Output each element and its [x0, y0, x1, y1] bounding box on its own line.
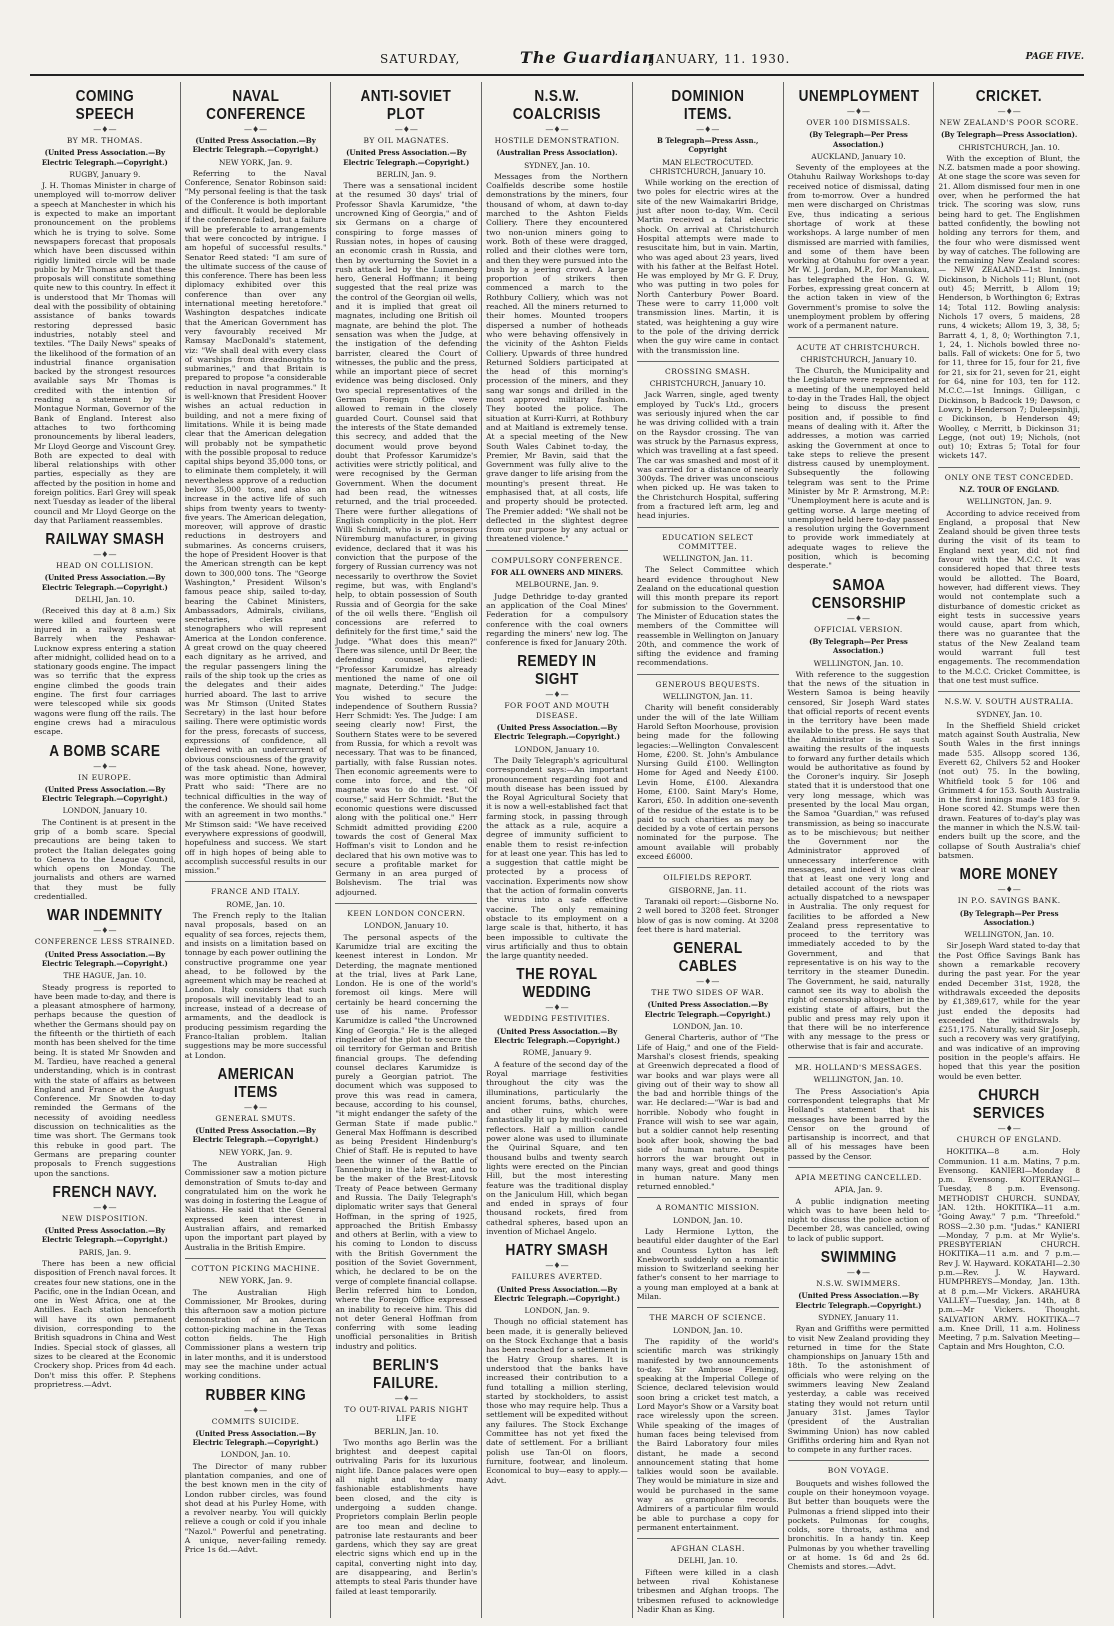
headline-divider: —♦—: [243, 1405, 268, 1415]
story-dateline: AUCKLAND, January 10.: [811, 151, 906, 161]
news-story: [486, 1242, 628, 1485]
news-story: [185, 88, 327, 875]
column-7: [934, 82, 1084, 1618]
news-story: [938, 88, 1080, 461]
story-body: Jack Warren, single, aged twenty employed by Tuck's Ltd., grocers was seriously injured when the car he was driving collided with a train on the Raysdor crossing. The van was struck by the Parnasus express, which was travelling at a fast speed. The car was smashed and most of it was carried for a distance of nearly 300yds. The driver was unconscious when picked up. He was taken to the Christchurch Hospital, suffering from a fractured left arm, leg and head injuries.: [636, 390, 779, 521]
story-credit: (United Press Association.—By Electric Telegraph.—Copyright.): [41, 148, 168, 167]
newspaper-columns: [30, 82, 1084, 1618]
story-body: The Australian High Commissioner saw a motion picture demonstration of Smuts to-day and congratulated him on the work he was doing in fostering the League of Nations. He said that the General expressed keen interest in Australian affairs, and remarked upon the important part played by Australia in the British Empire.: [184, 1158, 327, 1252]
story-divider: [637, 1307, 779, 1308]
story-subhead: IN P.O. SAVINGS BANK.: [957, 896, 1061, 906]
story-divider: [637, 361, 779, 362]
story-subhead: AFGHAN CLASH.: [670, 1544, 745, 1554]
story-subhead: IN EUROPE.: [78, 772, 132, 782]
newspaper-title: The Guardian: [520, 48, 655, 67]
story-subhead: ONLY ONE TEST CONCEDED.: [944, 472, 1074, 482]
story-body: Fifteen were killed in a clash between rival Kohistanese tribesmen and Afghan troops. The tribesmen refused to acknowledge Nadir Khan as King.: [636, 1567, 779, 1614]
story-credit: (United Press Association.—By Electric Telegraph.—Copyright.): [644, 1000, 771, 1019]
news-story: [938, 467, 1080, 686]
story-body: A public indignation meeting which was to have been held to-night to discuss the police action of December 28, was cancelled, owing to lack of public support.: [787, 1196, 930, 1243]
news-story: [637, 1307, 779, 1532]
headline-divider: —♦—: [93, 1202, 117, 1212]
story-body: General Charteris, author of "The Life of Haig," and one of the Field-Marshal's closest friends, speaking at Greenwich deprecated a flood of war books and war plays were all giving out of their way to show all the bad and horrible things of the war. He declared:—"War is bad and horrible. Nobody who fought in France will wish to see war again, but a soldier cannot help resenting book after book, showing the bad side of human nature. Despite horrors the war brought out in many ways, great and good things in human nature. Many men returned ennobled.": [636, 1033, 779, 1192]
masthead-day: SATURDAY,: [380, 52, 461, 66]
story-credit: (United Press Association.—By Electric Telegraph.—Copyright.): [41, 1226, 168, 1245]
headline-divider: —♦—: [545, 690, 569, 700]
story-subhead: OILFIELDS REPORT.: [663, 873, 753, 883]
news-story: [788, 337, 930, 571]
headline-divider: —♦—: [93, 761, 117, 771]
news-story: [335, 903, 477, 1351]
story-dateline: SYDNEY, Jan. 10.: [976, 709, 1043, 719]
story-dateline: CHRISTCHURCH, Jan. 10.: [958, 142, 1060, 152]
story-credit: (By Telegraph—Per Press Association.): [959, 908, 1059, 927]
news-story: [788, 1460, 930, 1571]
news-story: [637, 88, 779, 355]
story-credit: (United Press Association.—By Electric Telegraph.—Copyright.): [192, 1428, 319, 1448]
story-dateline: LONDON, Jan. 10.: [672, 1022, 743, 1032]
news-story: [34, 1184, 176, 1389]
story-subhead: NEW ZEALAND'S POOR SCORE.: [939, 118, 1079, 127]
story-dateline: WELLINGTON, Jan. 10.: [964, 930, 1054, 940]
story-headline: SAMOA CENSORSHIP: [811, 576, 906, 612]
news-story: [637, 527, 779, 668]
story-subhead: N.S.W. V. SOUTH AUSTRALIA.: [944, 697, 1074, 707]
story-dateline: DELHI, Jan. 10.: [677, 1556, 738, 1566]
story-headline: COMING SPEECH: [75, 88, 135, 123]
story-body: Seventy of the employees at the Otahuhu Railway Workshops to-day received notice of dismissal, dating from to-morrow. Over a hundred men were discharged on Christmas Eve, thus indicating a serious shortage of work at these workshops. A large number of men dismissed are married with families, and some of them have been working at Otahuhu for over a year. Mr W. J. Jordan, M.P., for Manukau, has telegraphed the Hon. G. W. Forbes, expressing great concern at the action taken in view of the Government's promise to solve the unemployment problem by offering work of a permanent nature.: [787, 163, 930, 331]
story-divider: [185, 1258, 327, 1259]
story-body: J. H. Thomas Minister in charge of unemployed will to-morrow deliver a speech at Manchester in which his is expected to make an important pronouncement on the problems which he is trying to solve. Some newspapers forecast that proposals which have been discussed within rigidly limited circle will be made public by Mr Thomas and that these proposals will constitute something quite new to this country. In effect it is understood that Mr Thomas will deal with the possibility of obtaining assistance of banks towards restoring depressed basic industries, notably steel and textiles. "The Daily News" speaks of the likelihood of the formation of an industrial finance organisation backed by the strongest resources available says Mr Thomas is credited with the intention of reading a statement by Sir Montague Norman, Governor of the Bank of England. Interest also attaches to two forthcoming pronouncements by liberal leaders, Mr Lloyd George and Viscount Grey. Both are expected to deal with liberal relationships with other parties, especially as they are affected by the position in home and foreign politics. Earl Grey will speak next Tuesday as leader of the liberal council and Mr Lloyd George on the day that Parliament reassembles.: [34, 181, 176, 525]
news-story: [637, 1538, 779, 1614]
story-credit: (United Press Association.—By Electric Telegraph.—Copyright.): [192, 136, 319, 155]
story-headline: THE ROYAL WEDDING: [516, 966, 598, 1002]
headline-divider: —♦—: [997, 107, 1021, 116]
column-4: [482, 82, 633, 1618]
masthead-rule: [30, 74, 1084, 76]
story-subhead: CROSSING SMASH.: [665, 366, 751, 376]
story-dateline: CHRISTCHURCH, January 10.: [649, 379, 766, 389]
headline-divider: —♦—: [545, 1003, 569, 1013]
story-divider: [637, 867, 779, 868]
story-credit: (United Press Association.—By Electric Telegraph.—Copyright.): [192, 1126, 319, 1145]
column-2: [181, 82, 332, 1618]
headline-divider: —♦—: [545, 1261, 569, 1271]
story-dateline: PARIS, Jan. 9.: [78, 1247, 131, 1257]
story-credit: (United Press Association.—By Electric Telegraph.—Copyright.): [41, 573, 168, 592]
headline-divider: —♦—: [93, 125, 117, 134]
story-body: Referring to the Naval Conference, Senator Robinson said: "My personal feeling is that the task of the Conference is both important and difficult. It would be deplorable if the conference failed, but a failure will be preferable to arrangements that were concocted by intrigue. I am hopeful of successful results." Senator Reed stated: "I am sure of the ultimate success of the cause of this conference. There has been less diplomacy exhibited over this conference than over any international meeting heretofore." Washington despatches indicate that the American Government has very favourably received Mr Ramsay MacDonald's statement, viz: "We shall deal with every class of warships from dreadnoughts to submarines," and that Britain is prepared to propose "a considerable reduction in naval programmes." It is well-known that President Hoover wishes an actual reduction in building, and not a mere fixing of limitations. While it is being made clear that the American delegation will probably not be sympathetic with the possible proposal to reduce capital ships beyond 35,000 tons, or to eliminate them completely, it will nevertheless approve of a reduction below 35,000 tons, and also an increase in the active life of such ships from twenty years to twenty-five years. The American delegation, moreover, will approve of drastic reductions in destroyers and submarines. As concerns cruisers, the hope of President Hoover is that the American strength can be kept down to 300,000 tons. The "George Washington," President Wilson's famous peace ship, sailed to-day, bearing the Cabinet Ministers, Ambassadors, Admirals, civilians, secretaries, clerks and stenographers who will represent America at the London conference. A great crowd on the quay cheered each dignitary as he arrived, and the regular passengers lining the rails of the ship took up the cries as the delegates and their aides hurried aboard. The last to arrive was Mr Stimson (United States Secretary) in the last hour before sailing. There were optimistic words for the press, forecasts of success, expressions of confidence, all delivered with an undercurrent of obvious consciousness of the gravity of the task ahead. None, however, was more optimistic than Admiral Pratt who said: "There are no technical difficulties in the way of the conference. We should sail home with an agreement in two months." Mr Stimson said: "We have received everywhere expressions of goodwill, hopefulness and success. We start off in high hopes of being able to accomplish successful results in our mission.": [184, 168, 327, 876]
story-credit: B Telegraph—Press Assn., Copyright: [657, 136, 759, 155]
story-body: The Director of many rubber plantation companies, and one of the best known men in the city of London rubber circles, was found shot dead at his Purley Home, with a revolver nearby. You will quickly relieve a cough or cold if you inhale "Nazol." Powerful and penetrating. A unique, never-failing remedy. Price 1s 6d.—Advt.: [184, 1461, 327, 1555]
news-story: [185, 881, 327, 1059]
story-body: Though no official statement has been made, it is generally believed on the Stock Exchange that a basis has been reached for a settlement in the Hatry Group shares. It is understood that the banks have increased their contribution to a fund totalling a million sterling, started by stockholders, to assist those who may require help. Thus a settlement will be expedited without any failures. The Stock Exchange Committee has not yet fixed the date of settlement. For a brilliant polish use Tan-Ol on floors, furniture, footwear, and linoleum. Economical to buy—easy to apply.—Advt.: [486, 1317, 628, 1485]
story-dateline: LONDON, January 10.: [514, 744, 600, 754]
story-dateline: LONDON, Jan. 10.: [672, 1215, 743, 1225]
story-headline: ANTI-SOVIET PLOT: [360, 88, 452, 123]
story-credit: (By Telegraph—Per Press Association.): [809, 130, 908, 149]
story-divider: [335, 903, 477, 904]
story-credit: (United Press Association.—By Electric Telegraph.—Copyright.): [494, 1026, 621, 1046]
headline-divider: —♦—: [997, 1123, 1021, 1133]
story-subhead: THE TWO SIDES OF WAR.: [651, 988, 765, 998]
story-dateline: APIA, Jan. 9.: [834, 1185, 883, 1195]
story-body: In the Sheffield Shield cricket match against South Australia, New South Wales in the first innings made 535. Allsopp scored 136, Everett 62, Chilvers 52 and Hooker (not out) 75. In the bowling, Whitfield took 5 for 106 and Grimmett 4 for 153. South Australia in the first innings made 183 for 9. Hone scored 42. Stumps were then drawn. Features of to-day's play was the manner in which the N.S.W. tail-enders built up the score, and the collapse of South Australia's chief batsmen.: [938, 720, 1081, 860]
story-headline: BERLIN'S FAILURE.: [373, 1357, 440, 1392]
story-dateline: LONDON, January 10.: [364, 921, 449, 931]
news-story: [486, 966, 628, 1236]
news-story: [34, 907, 176, 1177]
news-story: [938, 691, 1080, 860]
story-dateline: NEW YORK, Jan. 9.: [218, 1147, 293, 1157]
story-body: There has been a new official disposition of French naval forces. It creates four new stations, one in the Pacific, one in the Indian Ocean, and one in West Africa, one at the Antilles. Each station henceforth will have its own permanent division, corresponding to the British squadrons in China and West Indies. Special stock of glasses, all sizes to be cleared at the Economic Crockery shop. Prices from 4d each. Don't miss this offer. P. Stephens proprietress.—Advt.: [34, 1258, 176, 1389]
story-subhead: GENEROUS BEQUESTS.: [655, 679, 760, 689]
masthead-date: JANUARY, 11. 1930.: [650, 52, 791, 66]
story-divider: [938, 691, 1080, 692]
headline-divider: —♦—: [243, 1102, 268, 1112]
story-headline: FRENCH NAVY.: [52, 1183, 158, 1201]
news-story: [788, 1057, 930, 1161]
story-dateline: CHRISTCHURCH, January 10.: [800, 354, 917, 364]
story-subhead: TO OUT-RIVAL PARIS NIGHT LIFE: [344, 1405, 469, 1424]
story-subhead: BY MR. THOMAS.: [66, 136, 143, 145]
story-subhead: N.S.W. SWIMMERS.: [816, 1279, 901, 1289]
story-dateline: SYDNEY, Jan. 10.: [524, 160, 590, 170]
news-story: [34, 531, 176, 736]
story-headline: A BOMB SCARE: [49, 742, 161, 760]
story-subhead: COTTON PICKING MACHINE.: [191, 1263, 320, 1273]
story-dateline: WELLINGTON, Jan. 11.: [662, 692, 753, 702]
story-subhead: A ROMANTIC MISSION.: [656, 1203, 760, 1213]
news-story: [486, 653, 628, 960]
column-3: [331, 82, 482, 1618]
story-subhead: MR. HOLLAND'S MESSAGES.: [794, 1063, 923, 1073]
story-dateline: LONDON, Jan. 10.: [672, 1325, 743, 1335]
story-body: With the exception of Blunt, the N.Z. batsmen made a poor showing. At one stage the score was seven for 21. Allom dismissed four men in one over, when he performed the hat trick. The scoring was slow, runs being hard to get. The Englishmen batted confidently, the bowling not holding any terrors for them, and the four who were dismissed went by way of catches. The following are the remaining New Zealand scores:— NEW ZEALAND—1st Innings. Dickinson, b Nichols 11; Blunt, (not out) 45; Merritt, b Allom 19; Henderson, b Worthington 6; Extras 14; Total 112. Bowling analysis: Nichols 17 overs, 5 maidens, 28 runs, 4 wickets; Allom 19, 3, 38, 5; Barratt 4, 1, 8, 0; Worthington 7.1, 1, 24, 1. Nichols bowled three no-balls. Fall of wickets: One for 5, two for 11, three for 15, four for 21, five for 21, six for 21, seven for 21, eight for 64, nine for 103, ten for 112. M.C.C.—1st Innings. Gilligan, c Dickinson, b Badcock 19; Dawson, c Lowry, b Henderson 7; Duleepsinhji, c Dickinson, b Henderson 49; Woolley, c Merritt, b Dickinson 31; Legge, (not out) 19; Nichols, (not out) 10; Extras 5; Total for four wickets 147.: [938, 153, 1081, 461]
story-body: Two months ago Berlin was the brightest and deepest capital outrivaling Paris for its luxurious night life. Dance palaces were open all night and to-day many fashionable establishments have been closed, and the city is undergoing a sudden change. Proprietors complain Berlin people are too mean and decline to patronise late restaurants and beer gardens, which they say are great electric signs which end up in the capital, converting night into day, are disappearing, and Berlin's attempts to steal Paris thunder have failed at least temporarily.: [335, 1437, 478, 1596]
story-dateline: WELLINGTON, Jan. 11.: [662, 554, 753, 564]
news-story: [938, 1087, 1080, 1352]
story-divider: [637, 674, 779, 675]
story-body: (Received this day at 8 a.m.) Six were killed and fourteen were injured in a railway smash at Barrely when the Peshawar-Lucknow express entering a station after midnight, collided head on to a stationary goods engine. The impact was so terrific that the express engine climbed the goods train engine. The first four carriages were telescoped while six goods wagons were flung off the rails. The engine crews had a miraculous escape.: [34, 606, 176, 737]
story-dateline: LONDON, January 10.: [62, 806, 148, 816]
headline-divider: —♦—: [846, 107, 871, 116]
news-story: [486, 88, 628, 544]
story-divider: [788, 337, 930, 338]
story-dateline: WELLINGTON, Jan. 9.: [966, 497, 1052, 507]
story-subhead: HEAD ON COLLISION.: [56, 561, 154, 571]
story-subhead: OFFICIAL VERSION.: [814, 624, 903, 634]
story-divider: [788, 1460, 930, 1461]
story-headline: HATRY SMASH: [505, 1242, 609, 1260]
story-body: Ryan and Griffiths were permitted to visit New Zealand providing they returned in time for the State championships on January 15th and 18th. To the astonishment of officials who were relying on the swimmers leaving New Zealand yesterday, a cable was received stating they would not return until January 31st. James Taylor (president of the Australian Swimming Union) has now cabled Griffiths ordering him and Ryan not to compete in any further races.: [787, 1324, 930, 1455]
story-headline: DOMINION ITEMS.: [671, 88, 745, 123]
masthead: [30, 48, 1084, 74]
column-1: [30, 82, 181, 1618]
story-body: With reference to the suggestion that the news of the situation in Western Samoa is being heavily censored, Sir Joseph Ward states that official reports of recent events in the territory have been made available to the press. He says that the Administrator is at such awaiting the results of the inquests to forward any further details which would be authoritative as found by the Coroner's inquiry. Sir Joseph stated that it is understood that one very long message, which was presented by the local Mau organ, the Samoa "Guardian," was refused transmission, as being so inaccurate as to be mischievous; but neither the Government nor the Administrator approved of unnecessary interference with messages, and indeed it was clear that at least one very long and detailed account of the riots was actually dispatched to a newspaper in Australia. The only request for facilities to be afforded a New Zealand press representative to proceed to the territory was immediately acceded to by the Government, and that representative is on his way to the territory in the steamer Dunedin. The Government, he said, naturally cannot see its way to abolish the right of censorship altogether in the existing state of affairs, but the public and press may rely upon it that there will be no interference with any message to the press or otherwise that is fair and accurate.: [787, 669, 930, 1051]
story-dateline: ROME, January 9.: [522, 1048, 592, 1058]
story-body: According to advice received from England, a proposal that New Zealand should be given three tests during the visit of its team to England next year, did not find favour with the M.C.C. It was considered hoped that three tests would be allotted. The Board, however, had different views. They would not contemplate such a disturbance of domestic cricket as eight tests in successive years would cause, apart from which, there was no guarantee that the status of the New Zealand team would warrant full test engagements. The recommendation to the M.C.C. Cricket Committee, is that one test must suffice.: [938, 508, 1081, 685]
story-body: Charity will benefit considerably under the will of the late William Harold Sefton Moorhouse, provision being made for the following legacies:—Wellington Convalescent Home, £200. St. John's Ambulance Nursing Guild £100. Wellington Home for Aged and Needy £100. Levin Home, £100. Alexandra Home, £100. Saint Mary's Home, Karori, £50. In addition one-seventh of the residue of the estate is to be paid to such charities as may be decided by a vote of certain persons nominated for the purpose. The amount available will probably exceed £6000.: [636, 703, 779, 862]
story-body: The personal aspects of the Karumidze trial are exciting the keenest interest in London. Mr Deterding, the magnate mentioned at the trial, lives at Park Lane, London. He is one of the world's foremost oil kings. Mere will certainly be heard concerning the use of his name. Professor Karumidze is called "the Uncrowned King of Georgia." He is the alleged ringleader of the plot to secure the oil territory for German and British financial groups. The defending counsel declares Karumidze is purely a Georgian patriot. The document which was supposed to prove this was read in camera, because, according to his counsel, "it might endanger the safety of the German State if made public." General Max Hoffmann is described as being President Hindenburg's Chief of Staff. He is reputed to have been the winner of the Battle of Tannenburg in the late war, and to be the maker of the Brest-Litovsk Treaty of Peace between Germany and Russia. The Daily Telegraph's diplomatic writer says that General Hoffman, in the spring of 1925, approached the British Embassy and others at Berlin, with a view to his coming to London to discuss with the British Government the position of the Soviet Government, which, he declared to be on the verge of complete financial collapse. Berlin referred him to London, where the Foreign Office expressed an inability to receive him. This did not deter General Hoffman from conferring with some leading unofficial personalities in British industry and politics.: [335, 932, 478, 1351]
story-subhead: BY OIL MAGNATES.: [363, 136, 450, 145]
story-dateline: MELBOURNE, Jan. 9.: [515, 580, 599, 590]
news-story: [788, 1167, 930, 1243]
story-dateline: ROME, Jan. 10.: [226, 899, 285, 909]
story-credit: (By Telegraph—Per Press Association.): [809, 636, 908, 656]
story-subhead: COMMITS SUICIDE.: [211, 1416, 300, 1426]
story-subhead: APIA MEETING CANCELLED.: [795, 1172, 922, 1182]
story-divider: [938, 467, 1080, 468]
headline-divider: —♦—: [997, 885, 1021, 895]
story-body: The Daily Telegraph's agricultural correspondent says:—An important pronouncement regarding foot and mouth disease has been issued by the Royal Agricultural Society that it is now a well-established fact that farming stock, in passing through the attack as a rule, acquire a degree of immunity sufficient to enable them to resist re-infection for at least one year. This has led to a suggestion that cattle might be protected by a process of vaccination. Experiments now show that the action of formalin converts the virus into a safe effective vaccine. The only remaining obstacle to its employment on a large scale is that, hitherto, it has been impossible to cultivate the virus artificially and thus to obtain the large quantity needed.: [486, 755, 628, 961]
story-credit: N.Z. TOUR OF ENGLAND.: [959, 484, 1060, 494]
news-story: [335, 1357, 477, 1596]
story-dateline: RUGBY, January 9.: [69, 169, 141, 179]
story-divider: [637, 527, 779, 528]
story-subhead: COMPULSORY CONFERENCE.: [491, 555, 623, 565]
story-dateline: MAN ELECTROCUTED. CHRISTCHURCH, January 10.: [649, 157, 766, 176]
story-subhead: FAILURES AVERTED.: [511, 1272, 603, 1282]
story-headline: AMERICAN ITEMS: [217, 1065, 294, 1101]
story-divider: [637, 1197, 779, 1198]
news-story: [185, 1387, 327, 1555]
story-subhead: CONFERENCE LESS STRAINED.: [34, 937, 175, 947]
story-body: The Press Association's Apia correspondent telegraphs that Mr Holland's statement that his messages have been barred by the Censor on the ground of partisanship is incorrect, and that all of his messages have been passed by the Censor.: [787, 1086, 930, 1161]
story-dateline: LONDON, Jan. 9.: [524, 1306, 590, 1316]
story-headline: REMEDY IN SIGHT: [517, 653, 597, 689]
story-credit: (United Press Association.—By Electric Telegraph.—Copyright.): [41, 784, 168, 804]
news-story: [486, 550, 628, 648]
news-story: [637, 867, 779, 934]
news-story: [185, 1066, 327, 1252]
story-dateline: LONDON, Jan. 10.: [220, 1450, 291, 1460]
headline-divider: —♦—: [696, 125, 720, 134]
story-body: Bouquets and wishes followed the couple on their honeymoon voyage. But better than bouquets were the Pulmonas a friend slipped into their pockets. Pulmonas for coughs, colds, sore throats, asthma and bronchitis. In a handy tin. Keep Pulmonas by you whether travelling or at home. 1s 6d and 2s 6d. Chemists and stores.—Advt.: [787, 1478, 930, 1572]
story-body: The Australian High Commissioner, Mr Brookes, during this afternoon saw a motion picture demonstration of an American cotton-picking machine in the Texas cotton fields. The High Commissioner plans a western trip in later months, and it is understood may see the machine under actual working conditions.: [184, 1287, 327, 1381]
news-story: [335, 88, 477, 897]
headline-divider: —♦—: [243, 125, 268, 134]
story-subhead: KEEN LONDON CONCERN.: [347, 909, 466, 919]
story-subhead: ACUTE AT CHRISTCHURCH.: [796, 342, 921, 352]
headline-divider: —♦—: [696, 977, 720, 987]
story-body: The Continent is at present in the grip of a bomb scare. Special precautions are being taken to protect the Italian delegates going to Geneva to the League Council, which opens on Monday. The journalists and others are warned that they must be fully credentialled.: [34, 817, 176, 902]
story-body: Judge Dethridge to-day granted an application of the Coal Mines' Federation for a compulsory conference with the coal owners regarding the miners' new log. The conference is fixed for January 20th.: [486, 591, 628, 648]
headline-divider: —♦—: [93, 926, 117, 936]
story-credit: (United Press Association.—By Electric Telegraph.—Copyright.): [795, 1291, 922, 1310]
story-body: HOKITIKA—8 a.m. Holy Communion. 11 a.m. Matins, 7 p.m. Evensong. KANIERI—Monday 8 p.m. Evensong. KOITERANGI—Tuesday, 8 p.m. Evensong. METHODIST CHURCH. SUNDAY, JAN. 12th. HOKITIKA—11 a.m. "Going Away." 7 p.m. "Threefold." ROSS—2.30 p.m. "Judas." KANIERI—Monday, 7 p.m. at Mr Wylie's. PRESBYTERIAN CHURCH. HOKITIKA—11 a.m. and 7 p.m.—Rev J. W. Hayward. KOKATAHI—2.30 p.m.—Rev. J. W. Hayward. HUMPHREYS—Monday, Jan. 13th. at 8 p.m.—Mr Vickers. ARAHURA VALLEY—Tuesday, Jan. 14th, at 8 p.m.—Mr Vickers. Thought. SALVATION ARMY. HOKITIKA—7 a.m. Knee Drill, 11 a.m. Holiness Meeting, 7 p.m. Salvation Meeting—Captain and Mrs Houghton, C.O.: [938, 1147, 1081, 1352]
story-headline: WAR INDEMNITY: [46, 907, 163, 925]
story-dateline: THE HAGUE, Jan. 10.: [63, 971, 147, 981]
story-body: A feature of the second day of the Royal marriage festivities throughout the city was the illuminations, particularly the ancient forums, baths, churches, and other ruins, which were fantastically lit up by multi-coloured reflectors. Half a million candle power alone was used to illuminate the Quirinal Square, and ten thousand bulbs and twenty search lights were erected on the Pincian Hill, but the most interesting feature was the traditional display on the Janiculum Hill, which began and ended in sprays of four thousand rockets, fired from cathedral spheres, based upon an invention of Michael Angelo.: [486, 1059, 628, 1236]
news-story: [637, 940, 779, 1191]
story-dateline: NEW YORK, Jan. 9.: [218, 157, 293, 167]
headline-divider: —♦—: [846, 1268, 871, 1278]
story-body: While working on the erection of two poles for electric wires at the site of the new Waimakariri Bridge, just after noon to-day, Wm. Cecil Martin received a fatal electric shock. On arrival at Christchurch Hospital attempts were made to resuscitate him, but in vain. Martin, who was aged about 23 years, lived with his father at the Belfast Hotel. He was employed by Mr G. F. Druy, who was putting in two poles for North Canterbury Power Board. These were to carry 11,000 volt transmission lines. Martin, it is stated, was heightening a guy wire to the pole of the driving derrick when the guy wire came in contact with the transmission line.: [636, 178, 779, 355]
news-story: [185, 1258, 327, 1381]
story-body: Messages from the Northern Coalfields describe some hostile demonstrations by the miners, four thousand of whom, at dawn to-day marched to the Ashton Fields Colliery. There they encountered two non-union miners going to work. Both of these were dragged, rolled and their clothes were torn, and then they were pursued into the bush by a jeering crowd. A large proportion of strikers then commenced a march to the Rothbury Colliery, which was not reached. All the miners returned to their homes. Mounted troopers dispersed a number of hotheads who were behaving offensively in the vicinity of the Ashton Fields Colliery. Upwards of three hundred Returned Soldiers participated at the head of this morning's procession of the miners, and they sang war songs and drilled in the most approved military fashion. They booted the police. The situation at Kurri-Kurri, at Rothbury and at Maitland is extremely tense. At a special meeting of the New South Wales Cabinet to-day, the Premier, Mr Bavin, said that the Government was fully alive to the grave danger to life arising from the mounting's present threat. He emphasised that, at all costs, life and property should be protected. The Premier added: "We shall not be deflected in the slightest degree from our purpose by any actual or threatened violence.": [486, 171, 628, 544]
story-credit: (Australian Press Association).: [496, 148, 618, 158]
story-body: The Church, the Municipality and the Legislature were represented at a meeting of the unemployed held to-day in the Trades Hall, the object being to discuss the present position and, if possible to find means of dealing with it. After the addresses, a motion was carried asking the Government at once to take steps to relieve the present distress caused by unemployment. Subsequently the following telegram was sent to the Prime Minister by Mr P. Armstrong, M.P.: "Unemployment here is acute and is getting worse. A large meeting of unemployed held here to-day passed a resolution urging the Government to provide work immediately at adequate wages to relieve the position, which is becoming desperate.": [787, 366, 930, 571]
story-credit: FOR ALL OWNERS AND MINERS.: [490, 568, 624, 578]
story-headline: MORE MONEY: [959, 866, 1059, 884]
story-divider: [185, 881, 327, 882]
story-subhead: CHURCH OF ENGLAND.: [956, 1134, 1062, 1144]
story-divider: [788, 1057, 930, 1058]
story-divider: [637, 1538, 779, 1539]
story-body: Steady progress is reported to have been made to-day, and there is a pleasant atmosphere of harmony, perhaps because the question of whether the Germans should pay on the fifteenth or the thirtieth of each month has been shelved for the time being. It is stated Mr Snowden and M. Tardieu, have reached a general understanding, which is in contrast with the state of affairs as between England and France at the August Conference. Mr Snowden to-day reminded the Germans of the necessity of avoiding needless discussion on technicalities as the time was short. The Germans took this rebuke in good part. The Germans are preparing counter proposals to French suggestions upon the sanctions.: [34, 982, 176, 1178]
story-subhead: OVER 100 DISMISSALS.: [806, 118, 911, 127]
news-story: [34, 88, 176, 525]
story-subhead: NEW DISPOSITION.: [61, 1213, 148, 1223]
column-5: [633, 82, 784, 1618]
story-body: The French reply to the Italian naval proposals, based on an equality of sea forces, rejects them, and insists on a limitation based on tonnage by each power outlining the constructive programme one year ahead, to be followed by the agreement which may be reached at London. Italy considers that such proposals will inevitably lead to an increase, instead of a decrease of armaments, and the deadlock is producing pessimism regarding the Franco-Italian problem. Italian suggestions may be more successful at London.: [184, 911, 327, 1060]
headline-divider: —♦—: [93, 550, 117, 560]
headline-divider: —♦—: [394, 1394, 418, 1403]
story-dateline: NEW YORK, Jan. 9.: [218, 1276, 293, 1286]
story-dateline: GISBORNE, Jan. 11.: [669, 885, 747, 895]
story-headline: SWIMMING: [820, 1249, 897, 1267]
story-dateline: BERLIN, Jan. 9.: [376, 169, 437, 179]
news-story: [788, 1249, 930, 1454]
column-6: [784, 82, 935, 1618]
story-credit: (United Press Association.—By Electric Telegraph.—Copyright.): [494, 723, 621, 742]
story-subhead: GENERAL SMUTS.: [215, 1113, 296, 1123]
story-headline: RUBBER KING: [205, 1386, 306, 1404]
headline-divider: —♦—: [545, 125, 569, 134]
news-story: [637, 1197, 779, 1301]
page-number: PAGE FIVE.: [1025, 52, 1084, 62]
story-headline: NAVAL CONFERENCE: [205, 88, 306, 123]
story-dateline: DELHI, Jan. 10.: [74, 595, 135, 605]
story-dateline: WELLINGTON, Jan. 10.: [813, 1075, 904, 1085]
story-headline: CRICKET.: [976, 88, 1043, 105]
news-story: [788, 577, 930, 1051]
news-story: [637, 361, 779, 521]
story-headline: UNEMPLOYMENT: [798, 88, 919, 105]
news-story: [938, 866, 1080, 1081]
story-credit: (United Press Association.—By Electric Telegraph.—Copyright.): [41, 949, 168, 968]
story-headline: RAILWAY SMASH: [45, 531, 165, 549]
story-dateline: SYDNEY, January 11.: [818, 1312, 899, 1322]
story-headline: GENERAL CABLES: [672, 940, 743, 976]
story-body: Taranaki oil report:—Gisborne No. 2 well bored to 3208 feet. Stronger blow of gas is now coming. At 3208 feet there is hard material.: [636, 896, 779, 934]
story-subhead: THE MARCH OF SCIENCE.: [649, 1313, 766, 1323]
story-body: The Select Committee which heard evidence throughout New Zealand on the educational question will this month prepare its report for submission to the Government. The Minister of Education states the members of the Committee will reassemble in Wellington on January 20th, and commence the work of sifting the evidence and framing recommendations.: [636, 565, 779, 668]
headline-divider: —♦—: [394, 125, 418, 134]
news-story: [788, 88, 930, 331]
story-divider: [788, 1167, 930, 1168]
story-headline: N.S.W. COALCRISIS: [512, 88, 602, 123]
headline-divider: —♦—: [846, 613, 871, 623]
story-subhead: HOSTILE DEMONSTRATION.: [494, 136, 620, 145]
story-credit: (By Telegraph—Press Association).: [940, 130, 1078, 140]
story-body: The rapidity of the world's scientific march was strikingly manifested by two announcements to-day. Sir Ambrose Fleming, speaking at the Imperial College of Science, declared television would soon bring a cricket test match, a Lord Mayor's Show or a Varsity boat race wirelessly upon the screen. While speaking of the images of human faces being televised from the Baird Laboratory four miles distant, he made a second announcement stating that home talkies would soon be available. They would be miniature in size and would be purchased in the same way as gramophone records. Admirers of a particular film would be able to purchase a copy for permanent entertainment.: [636, 1336, 779, 1532]
story-credit: (United Press Association.—By Electric Telegraph.—Copyright.): [494, 1284, 621, 1303]
story-divider: [486, 550, 628, 551]
story-subhead: BON VOYAGE.: [827, 1466, 890, 1476]
story-subhead: FRANCE AND ITALY.: [211, 887, 301, 897]
story-dateline: WELLINGTON, Jan. 10.: [813, 658, 904, 668]
story-dateline: BERLIN, Jan. 10.: [374, 1426, 439, 1436]
story-credit: (United Press Association.—By Electric Telegraph.—Copyright.): [343, 148, 470, 167]
news-story: [34, 743, 176, 902]
story-subhead: EDUCATION SELECT COMMITTEE.: [662, 532, 754, 551]
news-story: [637, 674, 779, 862]
story-subhead: FOR FOOT AND MOUTH DISEASE.: [504, 701, 610, 720]
story-headline: CHURCH SERVICES: [973, 1086, 1046, 1122]
story-body: Lady Hermione Lytton, the beautiful elder daughter of the Earl and Countess Lytton has left Knebworth suddenly on a romantic mission to Switzerland seeking her father's consent to her marriage to a young man employed at a bank at Milan.: [636, 1226, 779, 1302]
story-subhead: WEDDING FESTIVITIES.: [504, 1014, 610, 1024]
story-body: There was a sensational incident at the resumed 30 days' trial of Professor Shavla Karumidze, "the uncrowned King of Georgia," and of six Germans on a charge of conspiring to forge masses of Russian notes, in hopes of causing an economic crash in Russia, and then by overturning the Soviet in a rush attack led by the Lumenberg hero, General Hoffmann; it being suggested that the real prize was the control of the Georgian oil wells, and it is implied that great oil magnates, including one British oil magnate, are behind the plot. The sensation was when the Judge, at the instigation of the defending barrister, cleared the Court of witnesses, the public and the press, while an important piece of secret evidence was being disclosed. Only two special representatives of the German Foreign Office were allowed to remain in the closely guarded Court. Counsel said that the interests of the State demanded this secrecy, and added that the document would prove beyond doubt that Professor Karumidze's activities were strictly political, and were recognised by the German Government. When the document had been read, the witnesses returned, and the trial proceeded. There were further allegations of English complicity in the plot. Herr Willi Schmidt, who is a prosperous Nüremburg manufacturer, in giving evidence, declared that it was his conviction that the purpose of the forgery of Russian currency was not necessarily to overthrow the Soviet regime, but was, with England's help, to obtain possession of South Russia and of Georgia for the sake of the oil wells there. "English oil concessions are referred to definitely for the first time," said the Judge. "What does this mean?" There was silence, until Dr Beer, the defending counsel, replied: "Professor Karumidze has already mentioned the name of one oil magnate, Deterding." The Judge: You wished to secure the independence of Southern Russia? Herr Schmidt: Yes. The Judge: I am seeing clearly now! First, the Southern States were to be severed from Russia, for which a revolt was necessary. That was to be financed, partially, with false Russian notes. Then economic agreements were to come into force, and the oil magnate was to do the rest. "Of course," said Herr Schmidt. "But the economic questions were discussed along with the political one." Herr Schmidt admitted providing £200 towards the cost of General Max Hoffman's visit to London and he declared that his own motive was to secure a profitable market for Germany in an area purged of Bolshevism. The trial was adjourned.: [335, 181, 478, 897]
story-body: Sir Joseph Ward stated to-day that the Post Office Savings Bank has shown a remarkable recovery during the past year. For the year ended December 31st, 1928, the withdrawals exceeded the deposits by £1,389,617, while for the year just ended the deposits had exceeded the withdrawals by £251,175. Naturally, said Sir Joseph, such a recovery was very gratifying, and was indicative of an improving position in the people's affairs. He hoped that this year the position would be even better.: [938, 941, 1081, 1081]
